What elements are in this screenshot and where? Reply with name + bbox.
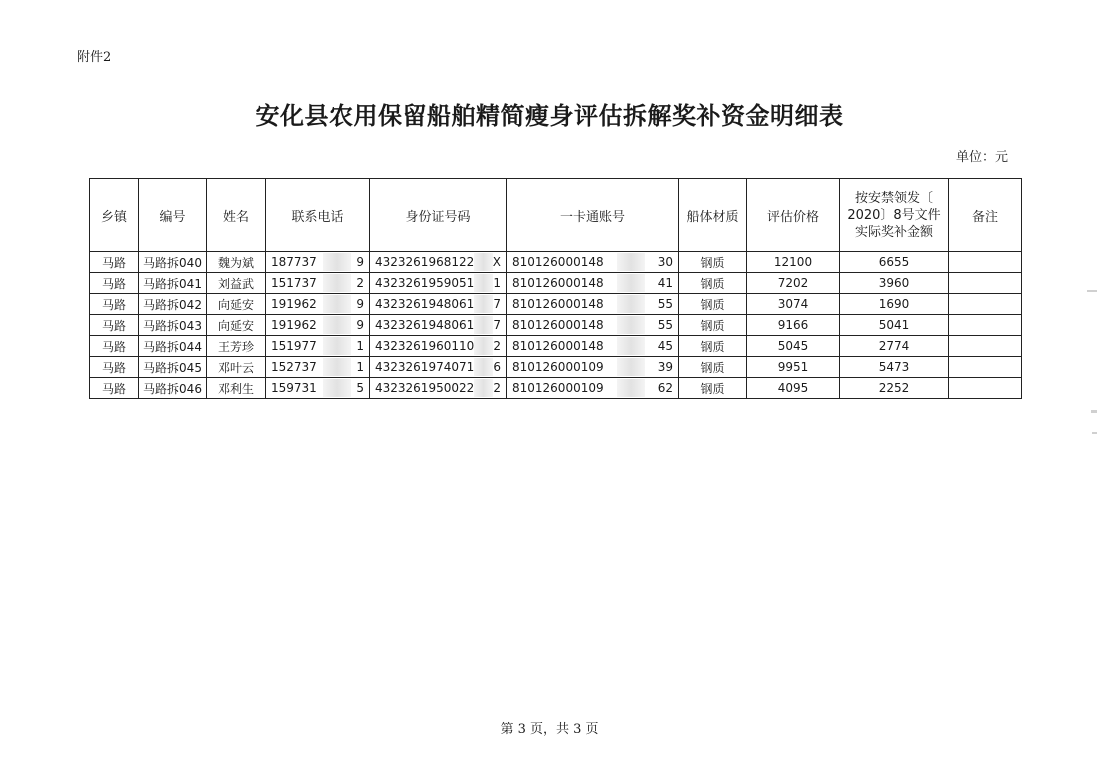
cell-subsidy: 5473 [840,357,949,378]
cell-account-visible-start: 810126000148 [512,297,604,311]
cell-town: 马路 [90,294,139,315]
cell-remark [949,252,1022,273]
cell-phone-visible-end: 9 [356,318,364,332]
table-body [90,252,1022,399]
cell-subsidy: 6655 [840,252,949,273]
cell-price: 12100 [747,252,840,273]
cell-town: 马路 [90,357,139,378]
cell-id-number-visible-end: 6 [493,360,501,374]
redaction-mask [323,379,351,397]
cell-remark [949,294,1022,315]
cell-phone [266,294,370,315]
cell-id-number-visible-end: 7 [493,318,501,332]
cell-account-visible-start: 810126000109 [512,360,604,374]
cell-account-visible-end: 41 [657,276,673,290]
cell-price: 9951 [747,357,840,378]
redaction-mask [617,295,645,313]
cell-phone-visible-start: 191962 [271,318,317,332]
cell-price: 3074 [747,294,840,315]
cell-name: 王芳珍 [207,336,266,357]
cell-account [507,357,679,378]
cell-id-number-visible-end: 1 [493,276,501,290]
cell-account-visible-end: 62 [657,381,673,395]
cell-id-number [370,252,507,273]
cell-phone-visible-end: 5 [356,381,364,395]
cell-account [507,252,679,273]
cell-phone-visible-end: 2 [356,276,364,290]
cell-phone-visible-end: 1 [356,360,364,374]
cell-phone-visible-start: 151977 [271,339,317,353]
cell-phone-visible-start: 152737 [271,360,317,374]
cell-phone [266,315,370,336]
cell-material: 钢质 [679,357,747,378]
redaction-mask [474,316,493,334]
table-row [90,357,1022,378]
cell-id-number [370,378,507,399]
cell-account [507,336,679,357]
cell-material: 钢质 [679,294,747,315]
cell-id-number [370,315,507,336]
cell-subsidy: 2252 [840,378,949,399]
subsidy-detail-table [89,178,1022,399]
cell-code: 马路拆040 [139,252,207,273]
cell-remark [949,273,1022,294]
cell-account-visible-start: 810126000109 [512,381,604,395]
header-subsidy [840,179,949,252]
cell-id-number-visible-start: 4323261950022 [375,381,475,395]
cell-name: 刘益武 [207,273,266,294]
cell-code: 马路拆042 [139,294,207,315]
table-row [90,252,1022,273]
unit-label: 单位：元 [956,150,1009,165]
redaction-mask [474,337,493,355]
redaction-mask [323,274,351,292]
cell-phone-visible-start: 187737 [271,255,317,269]
redaction-mask [617,274,645,292]
scan-speck [1091,410,1097,413]
header-name: 姓名 [207,179,266,252]
cell-price: 9166 [747,315,840,336]
cell-name: 邓利生 [207,378,266,399]
cell-id-number-visible-end: 7 [493,297,501,311]
redaction-mask [617,316,645,334]
header-subsidy-line2: 2020〕8号文件 [847,207,941,223]
cell-town: 马路 [90,252,139,273]
cell-price: 4095 [747,378,840,399]
header-remark: 备注 [949,179,1022,252]
cell-remark [949,336,1022,357]
header-id-number: 身份证号码 [370,179,507,252]
cell-material: 钢质 [679,378,747,399]
table-row [90,378,1022,399]
cell-code: 马路拆041 [139,273,207,294]
redaction-mask [323,316,351,334]
header-subsidy-line3: 实际奖补金额 [854,224,933,240]
table-row [90,315,1022,336]
cell-phone [266,378,370,399]
redaction-mask [474,358,493,376]
cell-account [507,294,679,315]
cell-code: 马路拆046 [139,378,207,399]
cell-material: 钢质 [679,336,747,357]
cell-name: 邓叶云 [207,357,266,378]
cell-phone-visible-start: 191962 [271,297,317,311]
cell-phone-visible-end: 9 [356,297,364,311]
cell-account [507,378,679,399]
header-subsidy-line1: 按安禁领发〔 [854,190,933,206]
cell-phone [266,357,370,378]
cell-id-number [370,273,507,294]
cell-phone [266,252,370,273]
cell-account [507,315,679,336]
cell-name: 向延安 [207,315,266,336]
cell-phone-visible-end: 9 [356,255,364,269]
cell-code: 马路拆043 [139,315,207,336]
cell-id-number [370,357,507,378]
cell-material: 钢质 [679,315,747,336]
redaction-mask [323,337,351,355]
cell-account-visible-end: 39 [657,360,673,374]
cell-account-visible-end: 45 [657,339,673,353]
cell-phone-visible-start: 151737 [271,276,317,290]
header-code: 编号 [139,179,207,252]
cell-remark [949,378,1022,399]
cell-town: 马路 [90,315,139,336]
table-row [90,294,1022,315]
cell-id-number-visible-end: 2 [493,381,501,395]
cell-remark [949,315,1022,336]
redaction-mask [617,379,645,397]
cell-id-number-visible-start: 4323261974071 [375,360,475,374]
scan-speck [1087,290,1097,292]
cell-subsidy: 3960 [840,273,949,294]
document-title: 安化县农用保留船舶精简瘦身评估拆解奖补资金明细表 [255,101,844,130]
annex-label: 附件2 [77,50,112,65]
header-price: 评估价格 [747,179,840,252]
scan-speck [1092,432,1097,434]
table-row [90,273,1022,294]
cell-town: 马路 [90,378,139,399]
header-account: 一卡通账号 [507,179,679,252]
cell-subsidy: 5041 [840,315,949,336]
header-phone: 联系电话 [266,179,370,252]
cell-phone-visible-end: 1 [356,339,364,353]
redaction-mask [474,295,493,313]
cell-id-number-visible-start: 4323261948061 [375,318,475,332]
cell-price: 7202 [747,273,840,294]
cell-id-number-visible-start: 4323261948061 [375,297,475,311]
cell-id-number-visible-end: X [492,255,501,269]
cell-id-number-visible-start: 4323261968122 [375,255,475,269]
cell-phone-visible-start: 159731 [271,381,317,395]
redaction-mask [617,358,645,376]
header-material: 船体材质 [679,179,747,252]
cell-id-number [370,336,507,357]
table-row [90,336,1022,357]
cell-account-visible-end: 30 [657,255,673,269]
cell-phone [266,336,370,357]
cell-account-visible-end: 55 [657,318,673,332]
cell-price: 5045 [747,336,840,357]
cell-id-number [370,294,507,315]
cell-id-number-visible-end: 2 [493,339,501,353]
redaction-mask [323,253,351,271]
redaction-mask [474,379,493,397]
cell-subsidy: 2774 [840,336,949,357]
cell-code: 马路拆044 [139,336,207,357]
header-town: 乡镇 [90,179,139,252]
cell-remark [949,357,1022,378]
redaction-mask [474,253,493,271]
cell-material: 钢质 [679,273,747,294]
cell-account-visible-start: 810126000148 [512,318,604,332]
cell-town: 马路 [90,273,139,294]
cell-account-visible-start: 810126000148 [512,255,604,269]
redaction-mask [617,337,645,355]
cell-account-visible-end: 55 [657,297,673,311]
cell-id-number-visible-start: 4323261960110 [375,339,475,353]
cell-subsidy: 1690 [840,294,949,315]
redaction-mask [617,253,645,271]
cell-phone [266,273,370,294]
cell-name: 魏为斌 [207,252,266,273]
table-header-row [90,179,1022,252]
redaction-mask [323,358,351,376]
page-footer: 第 3 页，共 3 页 [500,722,599,737]
cell-code: 马路拆045 [139,357,207,378]
redaction-mask [474,274,493,292]
cell-town: 马路 [90,336,139,357]
cell-account [507,273,679,294]
cell-name: 向延安 [207,294,266,315]
cell-material: 钢质 [679,252,747,273]
cell-id-number-visible-start: 4323261959051 [375,276,475,290]
redaction-mask [323,295,351,313]
cell-account-visible-start: 810126000148 [512,339,604,353]
cell-account-visible-start: 810126000148 [512,276,604,290]
